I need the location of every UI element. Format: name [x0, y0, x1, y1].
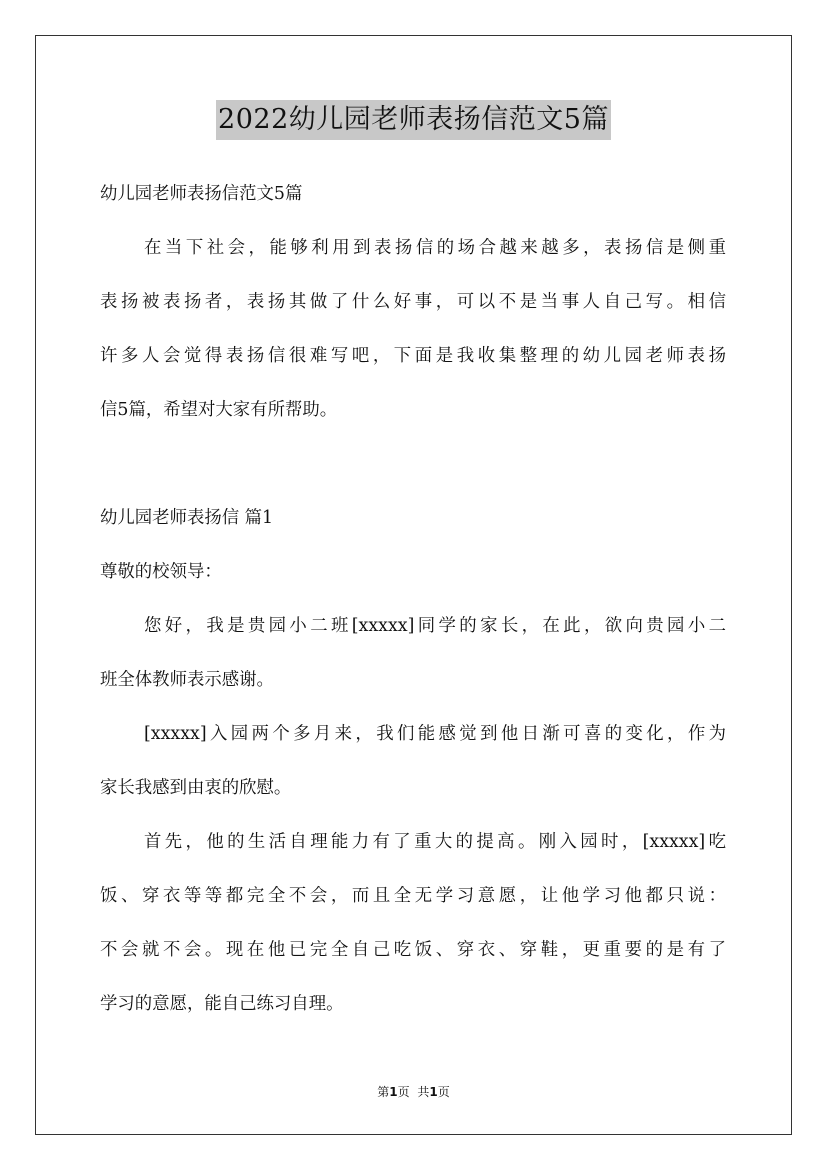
letter-line: 饭、穿衣等等都完全不会，而且全无学习意愿，让他学习他都只说： — [100, 886, 726, 906]
footer-total-prefix: 共 — [417, 1085, 430, 1099]
footer-total-suffix: 页 — [437, 1085, 450, 1099]
intro-line: 表扬被表扬者，表扬其做了什么好事，可以不是当事人自己写。相信 — [100, 292, 726, 312]
document-subtitle: 幼儿园老师表扬信范文5篇 — [100, 184, 303, 204]
footer-page-number: 1 — [389, 1085, 398, 1099]
salutation: 尊敬的校领导： — [100, 562, 222, 582]
section-heading: 幼儿园老师表扬信 篇1 — [100, 508, 274, 528]
footer-page-prefix: 第 — [377, 1085, 390, 1099]
letter-line: 首先，他的生活自理能力有了重大的提高。刚入园时，[xxxxx]吃 — [144, 832, 726, 852]
footer-total-number: 1 — [429, 1085, 438, 1099]
letter-line: 您好，我是贵园小二班[xxxxx]同学的家长，在此，欲向贵园小二 — [144, 616, 726, 636]
page-footer — [0, 1083, 827, 1100]
letter-line: 学习的意愿，能自己练习自理。 — [100, 994, 344, 1014]
footer-page-suffix: 页 — [397, 1085, 410, 1099]
title-container — [0, 100, 827, 140]
document-title: 2022幼儿园老师表扬信范文5篇 — [216, 100, 611, 140]
intro-line: 信5篇，希望对大家有所帮助。 — [100, 400, 338, 420]
intro-line: 在当下社会，能够利用到表扬信的场合越来越多，表扬信是侧重 — [144, 238, 726, 258]
letter-line: [xxxxx]入园两个多月来，我们能感觉到他日渐可喜的变化，作为 — [144, 724, 726, 744]
letter-line: 不会就不会。现在他已完全自己吃饭、穿衣、穿鞋，更重要的是有了 — [100, 940, 726, 960]
document-body — [100, 172, 726, 1036]
letter-line: 家长我感到由衷的欣慰。 — [100, 778, 292, 798]
intro-line: 许多人会觉得表扬信很难写吧，下面是我收集整理的幼儿园老师表扬 — [100, 346, 726, 366]
letter-line: 班全体教师表示感谢。 — [100, 670, 274, 690]
paragraph-gap — [100, 442, 726, 496]
